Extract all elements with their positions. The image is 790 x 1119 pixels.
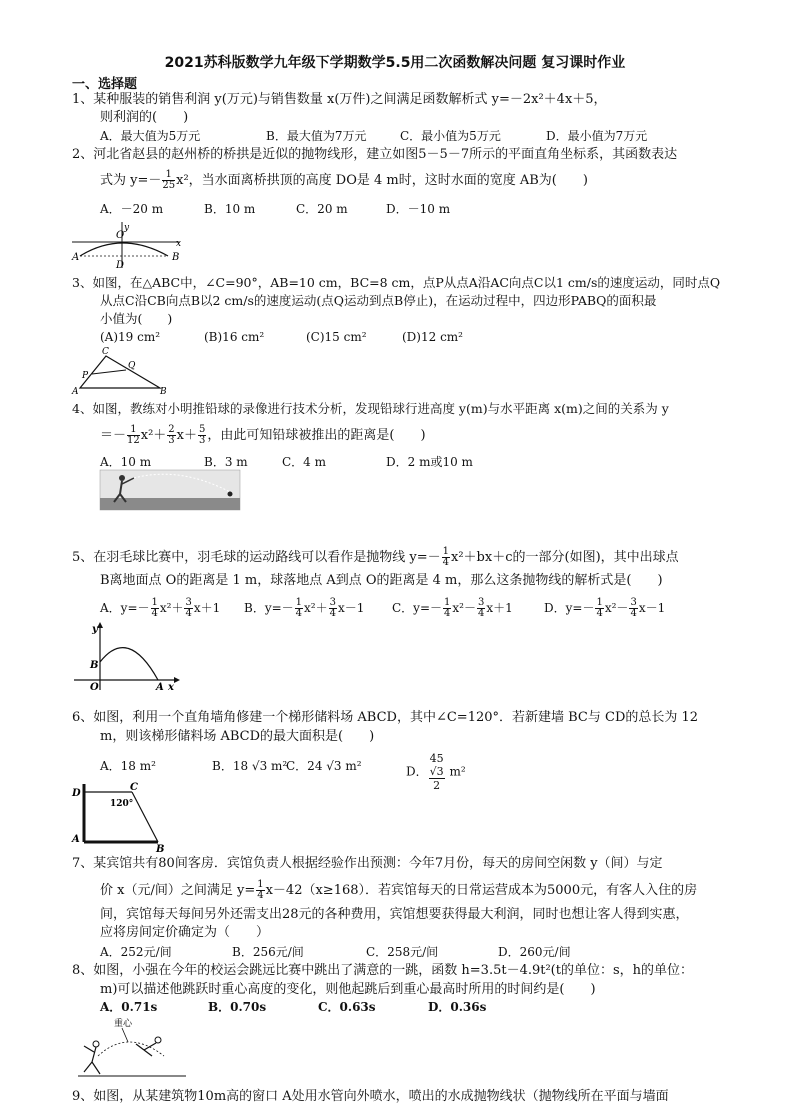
q6-option-d (406, 752, 466, 792)
q9-line1: 9、如图，从某建筑物10m高的窗口 A处用水管向外喷水，喷出的水成抛物线状（抛物线所在平面与墙面 (72, 1089, 669, 1104)
q7-line4: 应将房间定价确定为（ ） (100, 925, 270, 940)
q2-label-b: B (172, 252, 180, 263)
q1-line1: 1、某种服装的销售利润 y(万元)与销售数量 x(万件)之间满足函数解析式 y=－2x²＋4x＋5， (72, 92, 607, 107)
q7-line1: 7、某宾馆共有80间客房．宾馆负责人根据经验作出预测：今年7月份，每天的房间空闲数 y（间）与定 (72, 856, 663, 871)
q5-line1-post: x²＋bx＋c的一部分(如图)，其中出球点 (451, 550, 679, 565)
q5-d-frac1 (595, 598, 603, 619)
q4-frac2 (167, 425, 175, 446)
section-heading: 一、选择题 (72, 77, 138, 92)
q6-label-b: B (156, 844, 165, 855)
q4-line2-pre: ＝－ (100, 428, 127, 443)
q3-line3: 小值为( ) (100, 311, 173, 326)
q5-c-f2n: 3 (478, 597, 485, 608)
q2-label-d: D (116, 260, 125, 271)
q1-option-b: B．最大值为7万元 (266, 129, 367, 143)
q6-c-text: C．24 (286, 759, 323, 773)
q6-label-d: D (72, 788, 81, 799)
q4-option-c: C．4 m (282, 455, 327, 469)
q5-a-frac1 (151, 598, 159, 619)
q5-b-frac2 (329, 598, 337, 619)
q5-c-label: C．y=－ (392, 601, 443, 615)
q2-option-b: B．10 m (204, 202, 256, 216)
q5-d-f1n: 1 (596, 597, 603, 608)
q5-label-o: O (90, 682, 99, 693)
q5-frac (442, 547, 450, 568)
q5-parabola-figure (72, 620, 184, 692)
q2-option-c: C．20 m (296, 202, 348, 216)
q5-d-mid: x²－ (604, 601, 629, 615)
q5-b-f1d: 4 (295, 608, 303, 619)
q2-label-x: x (176, 239, 182, 249)
q7-option-d: D．260元/间 (498, 945, 571, 959)
q8-option-d: D．0.36s (428, 1000, 487, 1014)
q5-label-x: x (168, 682, 174, 693)
q7-line2-post: x－42（x≥168）．若宾馆每天的日常运营成本为5000元，有客人入住的房 (265, 883, 698, 898)
q6-d-frac-num (429, 752, 445, 779)
q4-shotput-photo (100, 470, 240, 510)
q7-option-b: B．256元/间 (232, 945, 304, 959)
q6-b-text: B．18 (212, 759, 249, 773)
q4-frac2-den: 3 (168, 435, 175, 446)
q6-d-sqrt: √3 (429, 765, 444, 778)
q5-d-f2d: 4 (630, 608, 637, 619)
q5-line1 (72, 547, 679, 568)
q2-label-a: A (72, 252, 80, 263)
q5-a-f1d: 4 (151, 608, 158, 619)
q6-option-b (212, 758, 287, 774)
q5-c-end: x＋1 (486, 601, 513, 615)
q3-option-b: (B)16 cm² (204, 330, 265, 344)
q5-option-d (544, 598, 665, 619)
q5-d-frac2 (629, 598, 637, 619)
q2-frac-den: 25 (162, 180, 176, 191)
q5-a-label: A．y=－ (100, 601, 150, 615)
q6-label-angle: 120° (110, 799, 134, 809)
q5-b-f1n: 1 (295, 597, 303, 608)
q3-triangle-figure (72, 346, 172, 396)
q5-a-mid: x²＋ (159, 601, 184, 615)
q5-b-f2d: 4 (329, 608, 336, 619)
q6-option-a: A．18 m² (100, 759, 156, 773)
q3-label-q: Q (128, 361, 136, 371)
q8-line2: m)可以描述他跳跃时重心高度的变化，则他起跳后到重心最高时所用的时间约是( ) (100, 982, 596, 997)
q5-a-end: x＋1 (193, 601, 221, 615)
q6-d-unit: m² (449, 764, 466, 779)
q6-b-sqrt: √3 (251, 759, 268, 773)
q4-option-d: D．2 m或10 m (386, 455, 473, 469)
q6-line2: m，则该梯形储料场 ABCD的最大面积是( ) (100, 729, 375, 744)
q2-option-d: D．－10 m (386, 202, 451, 216)
q6-d-text: D． (406, 764, 428, 779)
q2-line2 (100, 170, 588, 191)
q8-line1: 8、如图，小强在今年的校运会跳远比赛中跳出了满意的一跳，函数 h=3.5t－4.9t²(t的单位：s，h的单位： (72, 963, 694, 978)
q5-option-a (100, 598, 220, 619)
q3-label-c: C (102, 347, 109, 357)
q4-option-b: B．3 m (204, 455, 248, 469)
q2-line1: 2、河北省赵县的赵州桥的桥拱是近似的抛物线形，建立如图5－5－7所示的平面直角坐标系，其函数表达 (72, 147, 678, 162)
q6-d-frac (429, 752, 445, 792)
q8-label-center: 重心 (114, 1019, 133, 1029)
q3-option-a: (A)19 cm² (100, 330, 161, 344)
q6-c-unit: m² (345, 759, 362, 773)
q7-line3: 间，宾馆每天每间另外还需支出28元的各种费用，宾馆想要获得最大利润，同时也想让客人得到实惠， (100, 907, 689, 922)
q2-option-a: A．－20 m (100, 202, 164, 216)
q5-b-frac1 (295, 598, 303, 619)
q5-c-f1d: 4 (444, 608, 451, 619)
q2-label-y: y (124, 223, 130, 233)
q5-b-label: B．y=－ (244, 601, 294, 615)
q7-line2-pre: 价 x（元/间）之间满足 y= (100, 883, 256, 898)
q1-option-a: A．最大值为5万元 (100, 129, 201, 143)
q3-label-p: P (82, 371, 89, 381)
q3-label-a: A (72, 387, 79, 397)
q7-option-a: A．252元/间 (100, 945, 172, 959)
q5-option-b (244, 598, 364, 619)
q6-trapezoid-figure (72, 780, 172, 855)
q5-b-mid: x²＋ (304, 601, 328, 615)
q6-d-num: 45 (429, 752, 444, 765)
q5-c-f2d: 4 (478, 608, 485, 619)
q4-frac2-num: 2 (168, 424, 175, 435)
q5-frac-num: 1 (442, 546, 450, 557)
q4-line2 (100, 425, 426, 446)
q5-line1-pre: 5、在羽毛球比赛中，羽毛球的运动路线可以看作是抛物线 y=－ (72, 550, 441, 565)
q4-frac3-num: 5 (199, 424, 206, 435)
q6-c-sqrt: √3 (326, 759, 342, 773)
q6-option-c (286, 758, 362, 774)
q5-line2: B离地面点 O的距离是 1 m，球落地点 A到点 O的距离是 4 m，那么这条抛物线的解析式是( ) (100, 573, 663, 588)
q7-line2 (100, 880, 697, 901)
q5-frac-den: 4 (442, 557, 450, 568)
q2-line2-pre: 式为 y=－ (100, 173, 162, 188)
q4-frac1-den: 12 (127, 435, 140, 446)
q8-option-c: C．0.63s (318, 1000, 376, 1014)
q2-bridge-figure (72, 222, 192, 270)
q8-long-jump-figure (78, 1016, 188, 1080)
q5-c-mid: x²－ (452, 601, 476, 615)
q6-b-unit: m² (271, 759, 288, 773)
q3-line2: 从点C沿CB向点B以2 cm/s的速度运动(点Q运动到点B停止)，在运动过程中，四边形PABQ的面积最 (100, 293, 657, 308)
q4-frac1 (127, 425, 140, 446)
q8-option-b: B．0.70s (208, 1000, 267, 1014)
q1-line2: 则利润的( ) (100, 110, 189, 125)
q5-label-b: B (90, 660, 99, 671)
q1-option-d: D．最小值为7万元 (546, 129, 648, 143)
q2-fraction (162, 170, 175, 191)
q8-option-a: A．0.71s (100, 1000, 158, 1014)
q5-d-end: x－1 (638, 601, 666, 615)
q6-label-a: A (72, 834, 80, 845)
q6-label-c: C (130, 782, 138, 793)
q5-d-label: D．y=－ (544, 601, 595, 615)
q5-c-f1n: 1 (444, 597, 451, 608)
q4-line1: 4、如图，教练对小明推铅球的录像进行技术分析，发现铅球行进高度 y(m)与水平距离 x(m)之间的关系为 y (72, 401, 669, 416)
q4-frac1-num: 1 (127, 425, 140, 436)
q3-option-c: (C)15 cm² (306, 330, 367, 344)
page-title: 2021苏科版数学九年级下学期数学5.5用二次函数解决问题 复习课时作业 (164, 55, 626, 71)
q5-c-frac2 (477, 598, 485, 619)
q5-c-frac1 (443, 598, 451, 619)
q6-d-den: 2 (433, 779, 441, 792)
q5-a-f2d: 4 (185, 608, 192, 619)
q4-frac3 (198, 425, 206, 446)
q5-a-frac2 (184, 598, 192, 619)
q7-option-c: C．258元/间 (366, 945, 439, 959)
q2-line2-post: x²，当水面离桥拱顶的高度 DO是 4 m时，这时水面的宽度 AB为( ) (176, 173, 588, 188)
q5-d-f1d: 4 (596, 608, 603, 619)
q4-option-a: A．10 m (100, 455, 152, 469)
q7-frac-den: 4 (257, 890, 264, 901)
q4-frac3-den: 3 (199, 435, 206, 446)
q5-a-f2n: 3 (185, 597, 192, 608)
q4-line2-post: ，由此可知铅球被推出的距离是( ) (207, 428, 426, 443)
q5-label-a: A (156, 682, 164, 693)
q7-frac-num: 1 (257, 879, 264, 890)
q5-label-y: y (92, 624, 98, 635)
q4-mid1: x²＋ (140, 428, 167, 443)
q2-label-o: O (116, 230, 125, 241)
q5-option-c (392, 598, 513, 619)
q5-b-f2n: 3 (329, 597, 336, 608)
q3-option-d: (D)12 cm² (402, 330, 463, 344)
q4-mid2: x＋ (176, 428, 198, 443)
q5-d-f2n: 3 (630, 597, 637, 608)
q5-a-f1n: 1 (151, 597, 158, 608)
q5-b-end: x－1 (338, 601, 365, 615)
q2-frac-num: 1 (162, 170, 175, 181)
q7-frac (256, 880, 264, 901)
q1-option-c: C．最小值为5万元 (400, 129, 501, 143)
q6-line1: 6、如图，利用一个直角墙角修建一个梯形储料场 ABCD，其中∠C=120°．若新建墙 BC与 CD的总长为 12 (72, 710, 699, 725)
q3-line1: 3、如图，在△ABC中，∠C=90°，AB=10 cm，BC=8 cm，点P从点A沿AC向点C以1 cm/s的速度运动，同时点Q (72, 275, 721, 290)
q3-label-b: B (160, 387, 167, 397)
